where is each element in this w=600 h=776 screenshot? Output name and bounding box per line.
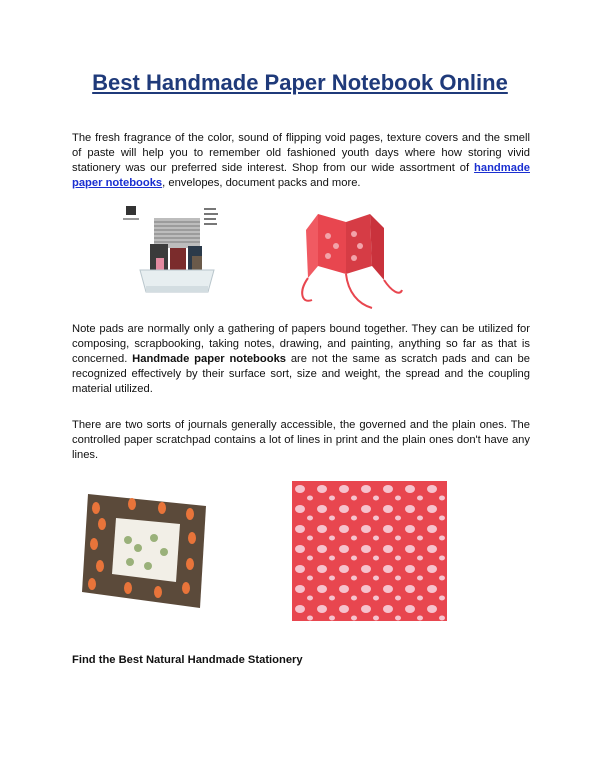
photo-frame-image — [72, 488, 222, 616]
intro-text-start: The fresh fragrance of the color, sound of flipping void pages, texture covers and the smell of paste will help you to remember old fashioned youth days where how storing vivid stationery was our preferred side interest. Shop from our wide assortment of — [72, 132, 530, 174]
red-patterned-paper-image — [292, 481, 447, 621]
stationery-box-image — [118, 200, 222, 300]
red-accordion-notebook-image — [288, 200, 403, 312]
second-text-bold: Handmade paper notebooks — [132, 353, 287, 365]
handmade-notebooks-link[interactable]: handmade paper notebooks — [72, 162, 530, 189]
intro-paragraph — [72, 131, 530, 191]
page-title: Best Handmade Paper Notebook Online — [92, 70, 508, 95]
second-text-start: Note pads are normally only a gathering of papers bound together. They can be utilized for composing, scrapbooking, taking notes, drawing, and painting, anything so far as that is concerned. — [72, 323, 530, 365]
intro-text-end: , envelopes, document packs and more. — [162, 177, 361, 189]
third-paragraph: There are two sorts of journals generally accessible, the governed and the plain ones. The controlled paper scratchpad contains a lot of lines in print and the plain ones don't have any lines. — [72, 419, 530, 461]
second-paragraph — [72, 322, 530, 397]
second-text-end: are not the same as scratch pads and can be recognized effectively by their surface sort, size and weight, the spread and the coupling material utilized. — [72, 353, 531, 395]
stationery-caption: Find the Best Natural Handmade Stationery — [72, 654, 303, 666]
